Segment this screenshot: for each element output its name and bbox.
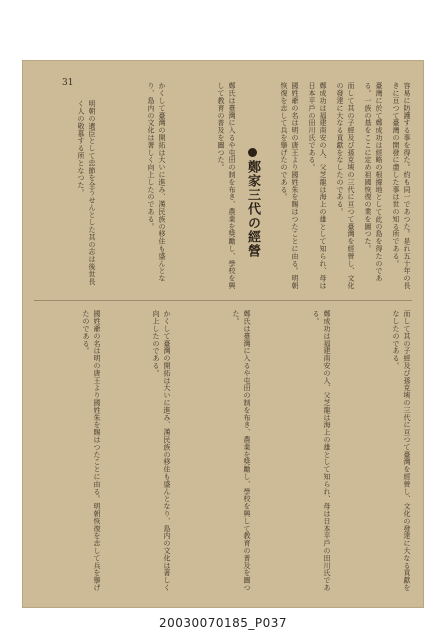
text-column: 鄭氏は臺灣に入るや屯田の制を布き、農業を獎勵し、學校を興して教育の普及を圖つた。 <box>217 82 236 290</box>
text-column: 國姓爺の名は明の唐王より國姓朱を賜はつたことに由る。明朝恢復を志して兵を擧げたのである。 <box>280 82 299 290</box>
text-column: 鄭成功は福建南安の人、父芝龍は海上の雄として知られ、母は日本平戶の田川氏である。 <box>312 310 331 592</box>
text-column: 鄭氏は臺灣に入るや屯田の制を布き、農業を獎勵し、學校を興して教育の普及を圖つた。 <box>232 310 251 592</box>
image-caption: 20030070185_P037 <box>158 616 288 630</box>
section-title: 鄭家三代の經營 <box>243 148 262 258</box>
bullet-icon <box>248 148 257 157</box>
text-column: かくして臺灣の開拓は大いに進み、漢民族の移住も盛んとなり、島内の文化は著しく向上したのである。 <box>152 310 171 592</box>
text-column: 臺灣に於て鄭成功は經略の根據地として此の島を得たのである。一族の基をここに定め祖國恢復の業を圖つた。 <box>364 82 383 282</box>
text-column: 國姓爺の名は明の唐王より國姓朱を賜はつたことに由る。明朝恢復を志して兵を擧げたのである。 <box>82 310 101 592</box>
document-page <box>22 60 424 608</box>
page-number: 31 <box>62 78 74 88</box>
text-column: 明朝の遺臣として忠節を全うせんとした其の志は後世長く人の敬慕する所となつた。 <box>77 100 96 285</box>
text-column: かくして臺灣の開拓は大いに進み、漢民族の移住も盛んとなり、島内の文化は著しく向上したのである。 <box>147 82 166 282</box>
text-column: 而して其の子經及び孫克塽の三代に亘つて臺灣を經營し、文化の發達に大なる貢獻をなしたのである。 <box>336 82 355 290</box>
text-column: 而して其の子經及び孫克塽の三代に亘つて臺灣を經營し、文化の發達に大なる貢獻をなしたのである。 <box>392 310 411 592</box>
text-column: 容易に防護する事を得た。約も同一であつた。是れ五十年の長きに亘つて臺灣の開發に盡した事は世の知る所である。 <box>392 82 411 290</box>
divider <box>34 300 412 301</box>
text-column: 鄭成功は福建南安の人、父芝龍は海上の雄として知られ、母は日本平戶の田川氏である。 <box>308 82 327 290</box>
